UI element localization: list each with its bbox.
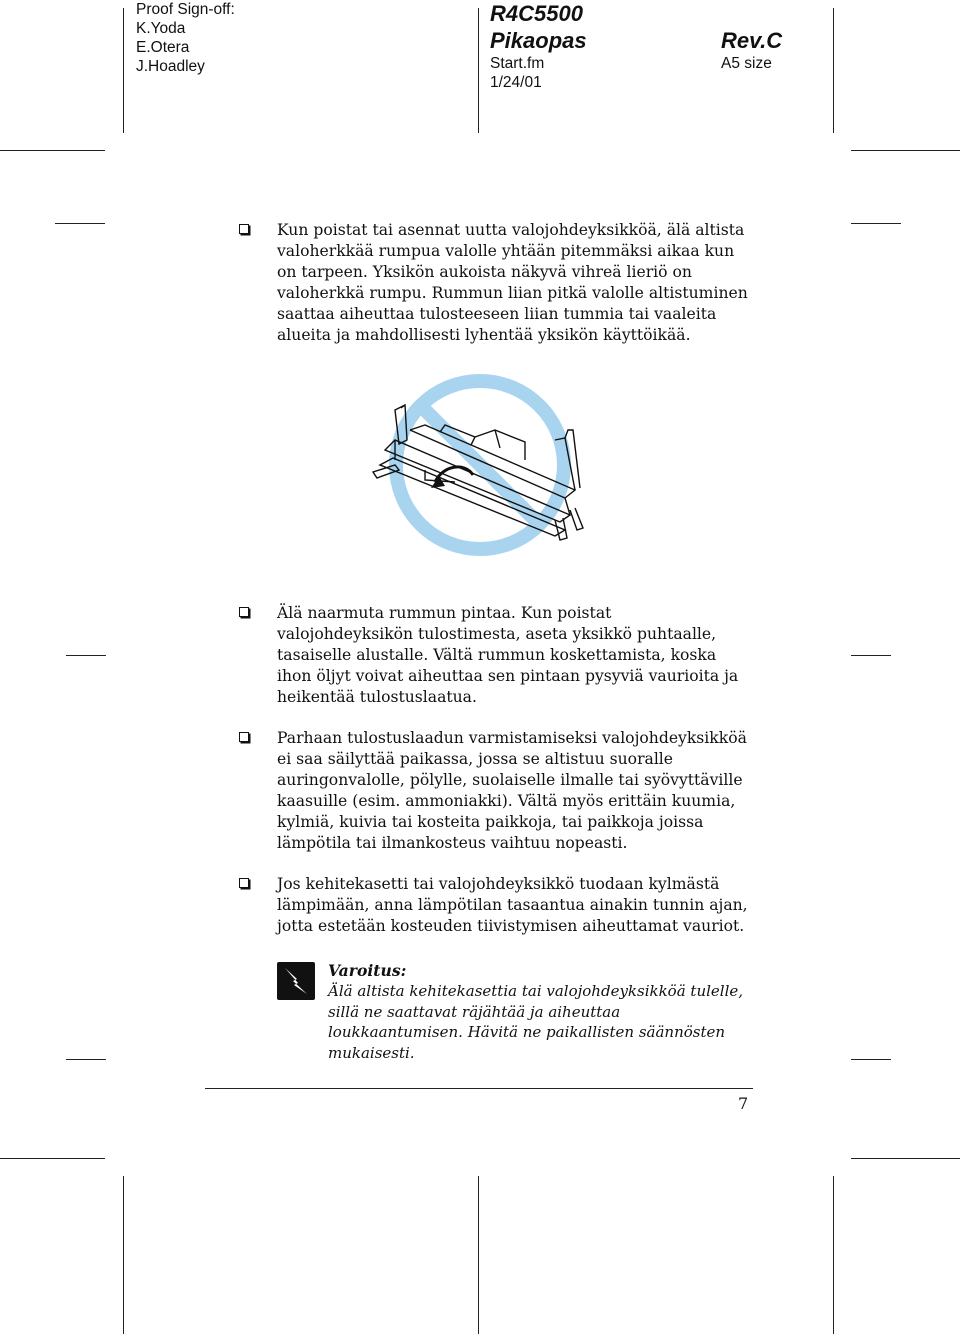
crop-mark (851, 1059, 891, 1060)
crop-mark (66, 655, 106, 656)
list-item-text: Älä naarmuta rummun pintaa. Kun poistat valojohdeyksikön tulostimesta, aseta yksikkö puhtaalle, tasaiselle alustalle. Vältä rummun koskettamista, koska ihon öljyt voivat aiheuttaa sen pintaan pysyviä vaurioita ja heikentää tulostuslaatua. (277, 604, 739, 706)
list-item-text: Kun poistat tai asennat uutta valojohdeyksikköä, älä altista valoherkkää rumpua valolle yhtään pitemmäksi aikaa kun on tarpeen. Yksikön aukoista näkyvä vihreä lieriö on valoherkkä rumpu. Rummun liian pitkä valolle altistuminen saattaa aiheuttaa tulosteeseen liian tummia tai vaaleita alueita ja mahdollisesti lyhentää yksikön käyttöikää. (277, 221, 748, 344)
checkbox-bullet-icon (239, 878, 249, 888)
file-date: 1/24/01 (490, 74, 542, 91)
list-item-text: Parhaan tulostuslaadun varmistamiseksi valojohdeyksikköä ei saa säilyttää paikassa, jossa se altistuu suoralle auringonvalolle, pölylle, suolaiselle ilmalle tai syövyttäville kaasuille (esim. ammoniakki). Vältä myös erittäin kuumia, kylmiä, kuivia tai kosteita paikkoja, tai paikkoja joissa lämpötila tai ilmankosteus vaihtuu nopeasti. (277, 729, 747, 852)
crop-mark (123, 1176, 124, 1334)
signoff-label: Proof Sign-off: (136, 1, 235, 18)
model-name: R4C5500 (490, 1, 583, 26)
crop-mark (55, 223, 105, 224)
list-item (239, 603, 749, 708)
list-item (239, 874, 749, 937)
no-touch-drum-illustration (365, 370, 590, 560)
proof-signoff-block (136, 0, 235, 76)
crop-mark (851, 223, 901, 224)
signoff-name: K.Yoda (136, 20, 186, 37)
checkbox-bullet-icon (239, 732, 249, 742)
list-item-text: Jos kehitekasetti tai valojohdeyksikkö tuodaan kylmästä lämpimään, anna lämpötilan tasaantua ainakin tunnin ajan, jotta estetään kosteuden tiivistymisen aiheuttamat vauriot. (277, 875, 748, 935)
doc-title: Pikaopas (490, 28, 587, 53)
crop-mark (123, 8, 124, 133)
page-number: 7 (738, 1094, 749, 1113)
list-item (239, 220, 749, 346)
warning-title: Varoitus: (328, 961, 407, 980)
signoff-name: E.Otera (136, 39, 190, 56)
signoff-name: J.Hoadley (136, 58, 205, 75)
warning-text: Älä altista kehitekasettia tai valojohdeyksikköä tulelle, sillä ne saattavat räjähtää ja aiheuttaa loukkaantumisen. Hävitä ne paikallisten säännösten mukaisesti. (328, 982, 744, 1062)
file-info (490, 54, 544, 92)
file-name: Start.fm (490, 55, 545, 72)
crop-mark (851, 655, 891, 656)
revision-label: Rev.C (721, 28, 783, 53)
footer-rule (205, 1088, 753, 1089)
checkbox-bullet-icon (239, 224, 249, 234)
crop-mark (66, 1059, 106, 1060)
crop-mark (478, 1176, 479, 1334)
drum-unit-illustration (365, 370, 590, 560)
crop-mark (0, 1158, 105, 1159)
checkbox-bullet-icon (239, 607, 249, 617)
warning-lightning-icon (277, 962, 315, 1000)
doc-title-block (490, 0, 587, 54)
list-item (239, 728, 749, 854)
crop-mark (833, 8, 834, 133)
crop-mark (851, 1158, 960, 1159)
crop-mark (478, 8, 479, 133)
crop-mark (851, 150, 960, 151)
crop-mark (0, 150, 105, 151)
paper-size-label: A5 size (721, 55, 772, 72)
crop-mark (833, 1176, 834, 1334)
